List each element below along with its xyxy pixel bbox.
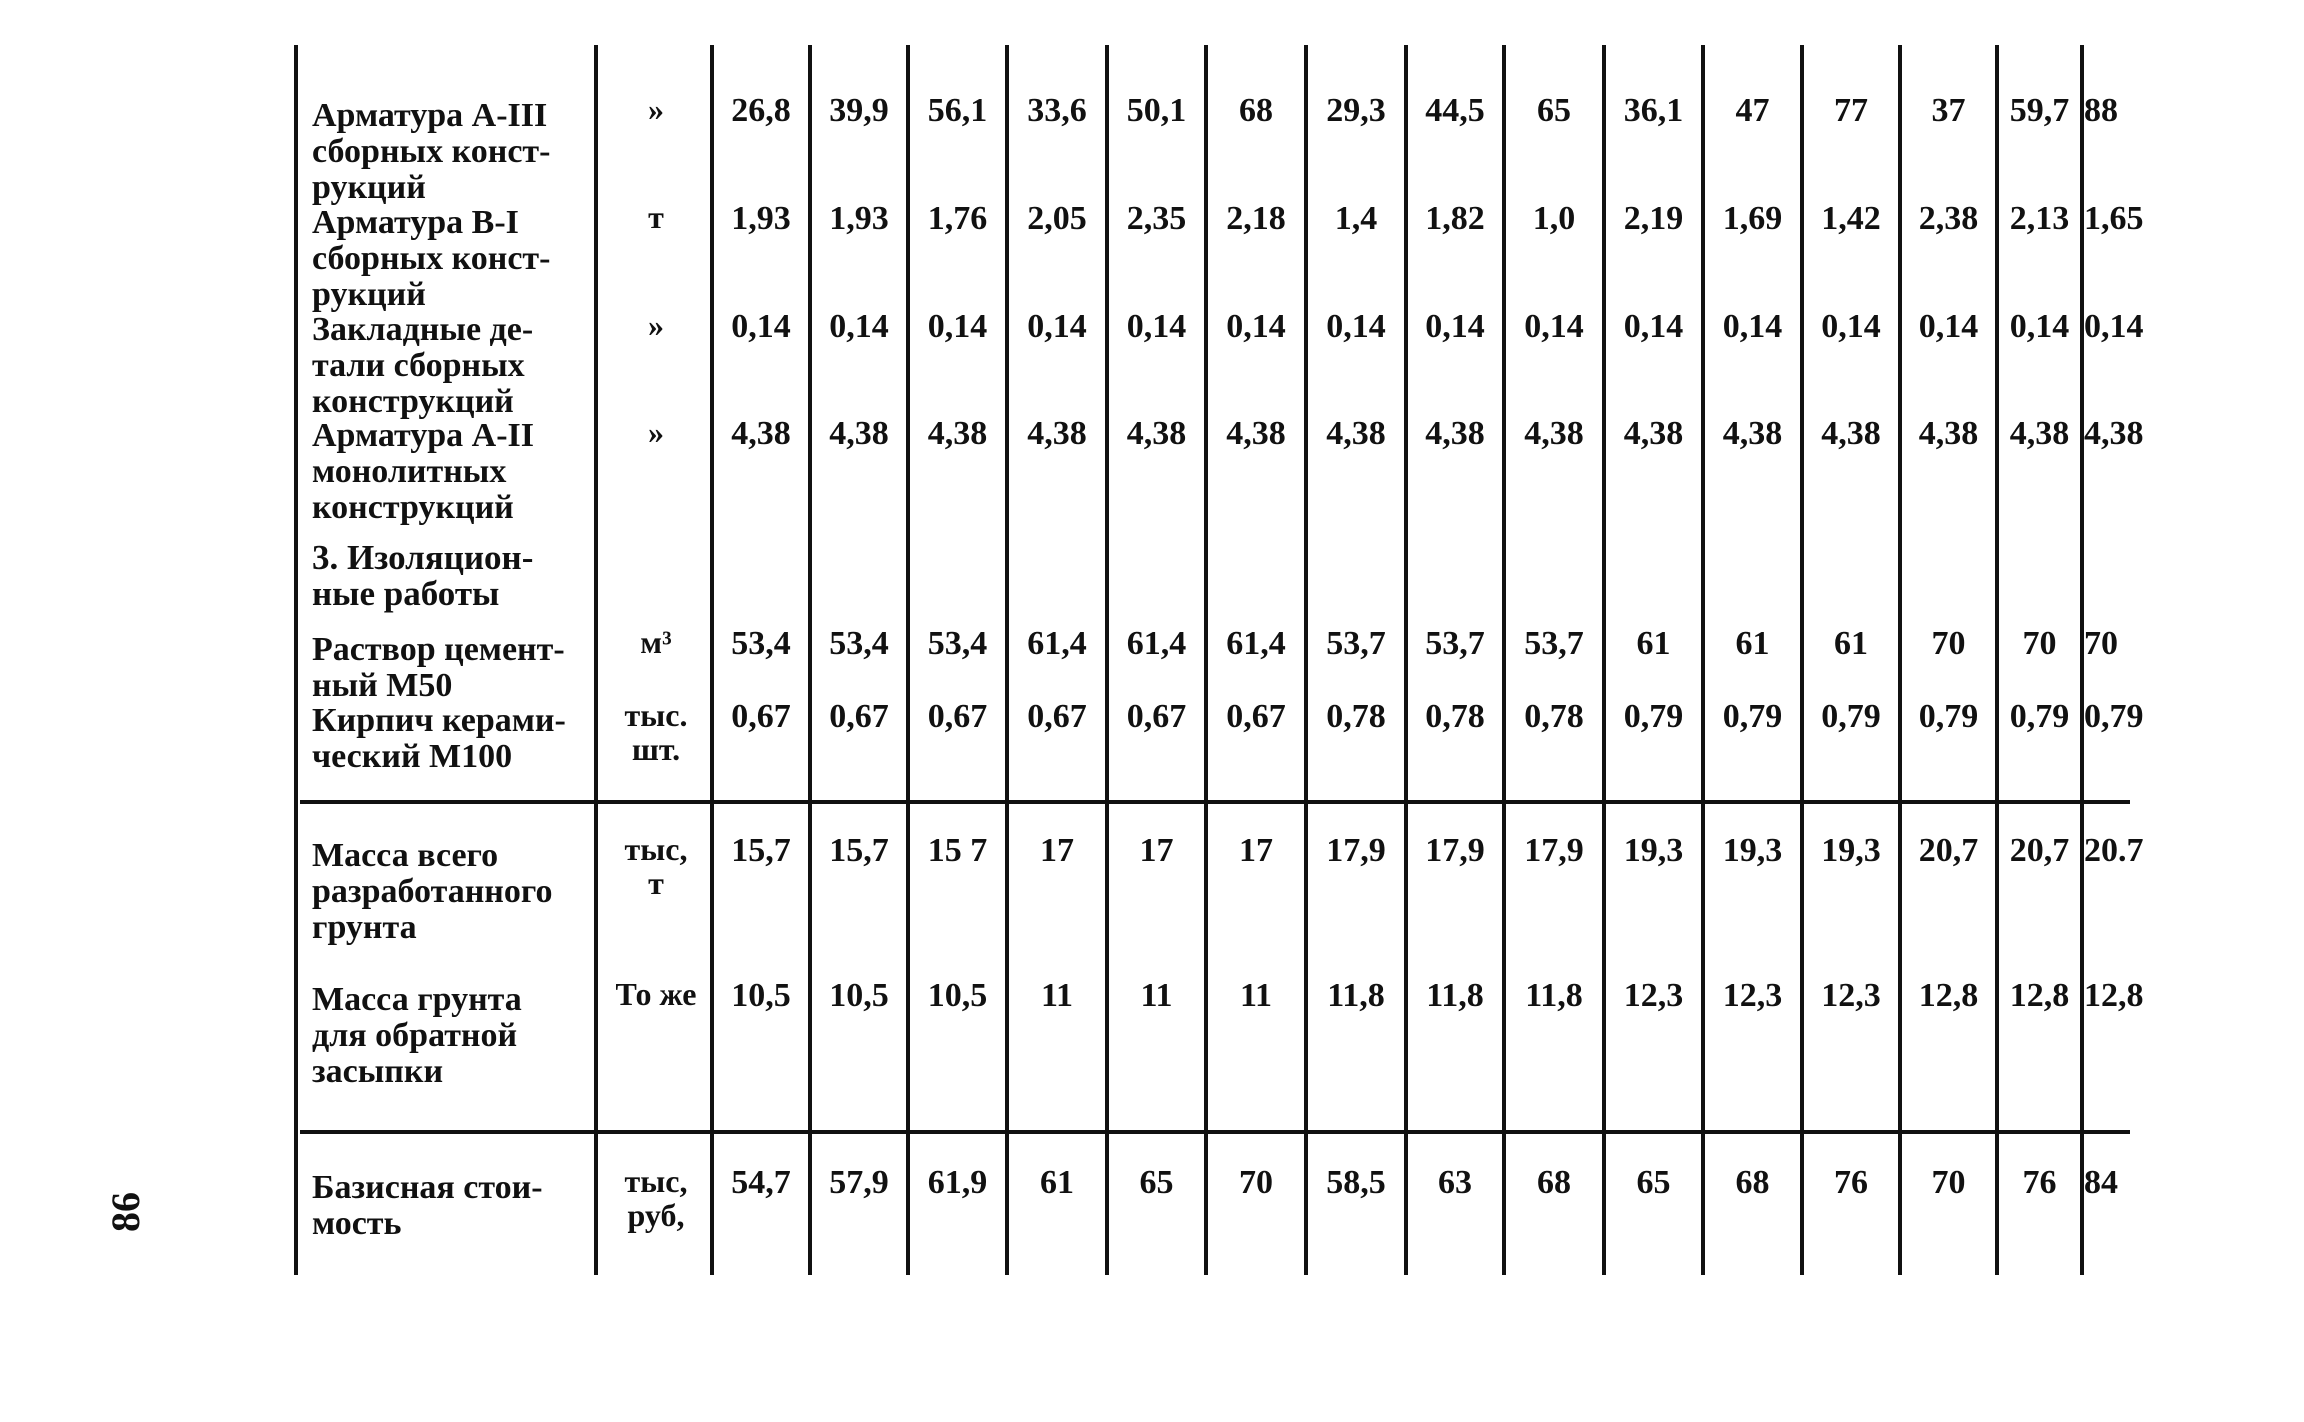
table-cell: 4,38	[927, 415, 988, 452]
row-unit: тыс, руб,	[624, 1163, 688, 1233]
table-cell: 61	[1636, 625, 1671, 662]
table-cell: 36,1	[1623, 92, 1684, 129]
table-cell: 61	[1735, 625, 1770, 662]
table-cell: 2,38	[1918, 200, 1979, 237]
table-cell: 0,79	[1623, 698, 1684, 735]
table-cell: 29,3	[1326, 92, 1386, 129]
table-cell: 1,65	[2084, 200, 2144, 237]
table-cell: 37	[1931, 92, 1966, 129]
table-cell: 0,14	[731, 308, 791, 345]
row-label: Базисная стои- мость	[312, 1169, 543, 1242]
table-cell: 19,3	[1821, 832, 1881, 869]
table-cell: 4,38	[1821, 415, 1881, 452]
table-cell: 0,79	[1722, 698, 1783, 735]
table-cell: 19,3	[1623, 832, 1684, 869]
table-cell: 4,38	[1027, 415, 1087, 452]
table-cell: 56,1	[927, 92, 988, 129]
table-cell: 59,7	[2009, 92, 2070, 129]
table-cell: 2,13	[2009, 200, 2070, 237]
row-separator	[300, 800, 2130, 804]
table-cell: 4,38	[829, 415, 889, 452]
table-cell: 68	[1239, 92, 1273, 129]
table-cell: 61,4	[1027, 625, 1087, 662]
row-separator	[300, 1130, 2130, 1134]
table-cell: 0,14	[1722, 308, 1783, 345]
table-cell: 26,8	[731, 92, 791, 129]
table-cell: 65	[1537, 92, 1571, 129]
table-cell: 4,38	[1326, 415, 1386, 452]
table-cell: 4,38	[1425, 415, 1485, 452]
table-cell: 0,79	[2009, 698, 2070, 735]
table-cell: 70	[1239, 1164, 1273, 1201]
table-cell: 20.7	[2084, 832, 2144, 869]
table-cell: 76	[2022, 1164, 2057, 1201]
table-cell: 19,3	[1722, 832, 1783, 869]
table-cell: 11	[1040, 977, 1074, 1014]
table-cell: 58,5	[1326, 1164, 1386, 1201]
table-cell: 61	[1040, 1164, 1074, 1201]
table-cell: 53,4	[731, 625, 791, 662]
table-cell: 15,7	[829, 832, 889, 869]
table-cell: 10,5	[829, 977, 889, 1014]
row-label: Кирпич керами- ческий М100	[312, 702, 566, 775]
table-cell: 0,67	[1226, 698, 1286, 735]
table-cell: 12,3	[1623, 977, 1684, 1014]
table-cell: 57,9	[829, 1164, 889, 1201]
table-cell: 61,4	[1126, 625, 1187, 662]
column-rule	[294, 45, 298, 1275]
table-cell: 11,8	[1426, 977, 1484, 1014]
table-cell: 12,8	[1918, 977, 1979, 1014]
table-cell: 65	[1636, 1164, 1671, 1201]
table-cell: 0,14	[829, 308, 889, 345]
table-cell: 11,8	[1327, 977, 1385, 1014]
table-cell: 4,38	[2084, 415, 2144, 452]
page-number: 86	[103, 1192, 148, 1232]
row-label: Масса грунта для обратной засыпки	[312, 981, 522, 1090]
table-cell: 0,14	[1918, 308, 1979, 345]
table-cell: 76	[1834, 1164, 1868, 1201]
table-cell: 4,38	[1918, 415, 1979, 452]
table-cell: 0,14	[1226, 308, 1286, 345]
table-cell: 0,67	[829, 698, 889, 735]
row-unit: То же	[615, 976, 697, 1012]
table-cell: 2,35	[1126, 200, 1187, 237]
row-unit: тыс. шт.	[624, 697, 688, 767]
row-label: 3. Изоляцион- ные работы	[312, 538, 534, 613]
table-cell: 33,6	[1027, 92, 1087, 129]
table-cell: 0,67	[1126, 698, 1187, 735]
table-cell: 17,9	[1524, 832, 1584, 869]
column-rule	[594, 45, 598, 1275]
table-cell: 17,9	[1326, 832, 1386, 869]
table-cell: 4,38	[1722, 415, 1783, 452]
table-cell: 0,79	[1821, 698, 1881, 735]
row-unit: т	[648, 199, 664, 235]
table-cell: 20,7	[2009, 832, 2070, 869]
table-cell: 0,67	[731, 698, 791, 735]
table-cell: 0,14	[2084, 308, 2144, 345]
table-cell: 61	[1834, 625, 1868, 662]
table-cell: 0,14	[927, 308, 988, 345]
table-cell: 10,5	[731, 977, 791, 1014]
table-cell: 4,38	[1126, 415, 1187, 452]
table-cell: 0,14	[1326, 308, 1386, 345]
table-cell: 0,14	[1821, 308, 1881, 345]
table-cell: 61,4	[1226, 625, 1286, 662]
table-cell: 1,4	[1334, 200, 1378, 237]
table-cell: 50,1	[1126, 92, 1187, 129]
table-cell: 68	[1735, 1164, 1770, 1201]
table-cell: 17,9	[1425, 832, 1485, 869]
table-cell: 70	[2084, 625, 2118, 662]
row-unit: »	[648, 91, 664, 127]
table-cell: 63	[1438, 1164, 1472, 1201]
table-cell: 2,18	[1226, 200, 1286, 237]
table-cell: 0,78	[1326, 698, 1386, 735]
row-unit: »	[648, 414, 664, 450]
table-cell: 15,7	[731, 832, 791, 869]
table-cell: 70	[1931, 1164, 1966, 1201]
table-cell: 77	[1834, 92, 1868, 129]
table-cell: 53,4	[927, 625, 988, 662]
table-cell: 53,7	[1524, 625, 1584, 662]
table-cell: 47	[1735, 92, 1770, 129]
row-unit: м³	[640, 624, 672, 660]
table-cell: 53,7	[1326, 625, 1386, 662]
table-cell: 39,9	[829, 92, 889, 129]
table-cell: 65	[1139, 1164, 1174, 1201]
table-cell: 0,67	[927, 698, 988, 735]
table-cell: 4,38	[1226, 415, 1286, 452]
table-cell: 17	[1239, 832, 1273, 869]
table-cell: 2,19	[1623, 200, 1684, 237]
table-cell: 53,7	[1425, 625, 1485, 662]
table-cell: 12,8	[2009, 977, 2070, 1014]
table-cell: 84	[2084, 1164, 2118, 1201]
table-cell: 17	[1139, 832, 1174, 869]
table-cell: 2,05	[1027, 200, 1087, 237]
table-cell: 0,14	[1524, 308, 1584, 345]
table-cell: 53,4	[829, 625, 889, 662]
table-cell: 61,9	[927, 1164, 988, 1201]
table-cell: 0,14	[1027, 308, 1087, 345]
table-cell: 70	[2022, 625, 2057, 662]
table-cell: 1,42	[1821, 200, 1881, 237]
table-cell: 70	[1931, 625, 1966, 662]
table-cell: 17	[1040, 832, 1074, 869]
table-cell: 0,14	[2009, 308, 2070, 345]
table-cell: 12,3	[1821, 977, 1881, 1014]
table-cell: 11	[1239, 977, 1273, 1014]
table-cell: 0,14	[1425, 308, 1485, 345]
table-cell: 0,78	[1524, 698, 1584, 735]
table-cell: 4,38	[2009, 415, 2070, 452]
table-cell: 1,93	[731, 200, 791, 237]
row-label: Арматура В-I сборных конст- рукций	[312, 204, 551, 313]
table-cell: 20,7	[1918, 832, 1979, 869]
table-cell: 1,0	[1532, 200, 1576, 237]
table-cell: 0,67	[1027, 698, 1087, 735]
table-cell: 68	[1537, 1164, 1571, 1201]
table-cell: 15 7	[927, 832, 988, 869]
row-label: Закладные де- тали сборных конструкций	[312, 311, 534, 420]
table-cell: 1,93	[829, 200, 889, 237]
row-label: Арматура А-III сборных конст- рукций	[312, 97, 551, 206]
table-cell: 4,38	[1524, 415, 1584, 452]
table-cell: 54,7	[731, 1164, 791, 1201]
row-unit: »	[648, 307, 664, 343]
row-label: Арматура А-II монолитных конструкций	[312, 417, 534, 526]
table-cell: 0,14	[1126, 308, 1187, 345]
table-cell: 88	[2084, 92, 2118, 129]
row-unit: тыс, т	[624, 831, 688, 901]
table-cell: 12,3	[1722, 977, 1783, 1014]
table-cell: 1,82	[1425, 200, 1485, 237]
row-label: Масса всего разработанного грунта	[312, 837, 553, 946]
table-cell: 12,8	[2084, 977, 2144, 1014]
row-label: Раствор цемент- ный М50	[312, 631, 565, 704]
table-cell: 44,5	[1425, 92, 1485, 129]
table-cell: 11	[1140, 977, 1173, 1014]
table-cell: 10,5	[927, 977, 988, 1014]
table-cell: 11,8	[1525, 977, 1583, 1014]
table-cell: 1,76	[927, 200, 988, 237]
table-cell: 0,14	[1623, 308, 1684, 345]
table-cell: 0,79	[2084, 698, 2144, 735]
table-cell: 4,38	[1623, 415, 1684, 452]
table-cell: 0,78	[1425, 698, 1485, 735]
table-cell: 1,69	[1722, 200, 1783, 237]
table-cell: 4,38	[731, 415, 791, 452]
table-cell: 0,79	[1918, 698, 1979, 735]
